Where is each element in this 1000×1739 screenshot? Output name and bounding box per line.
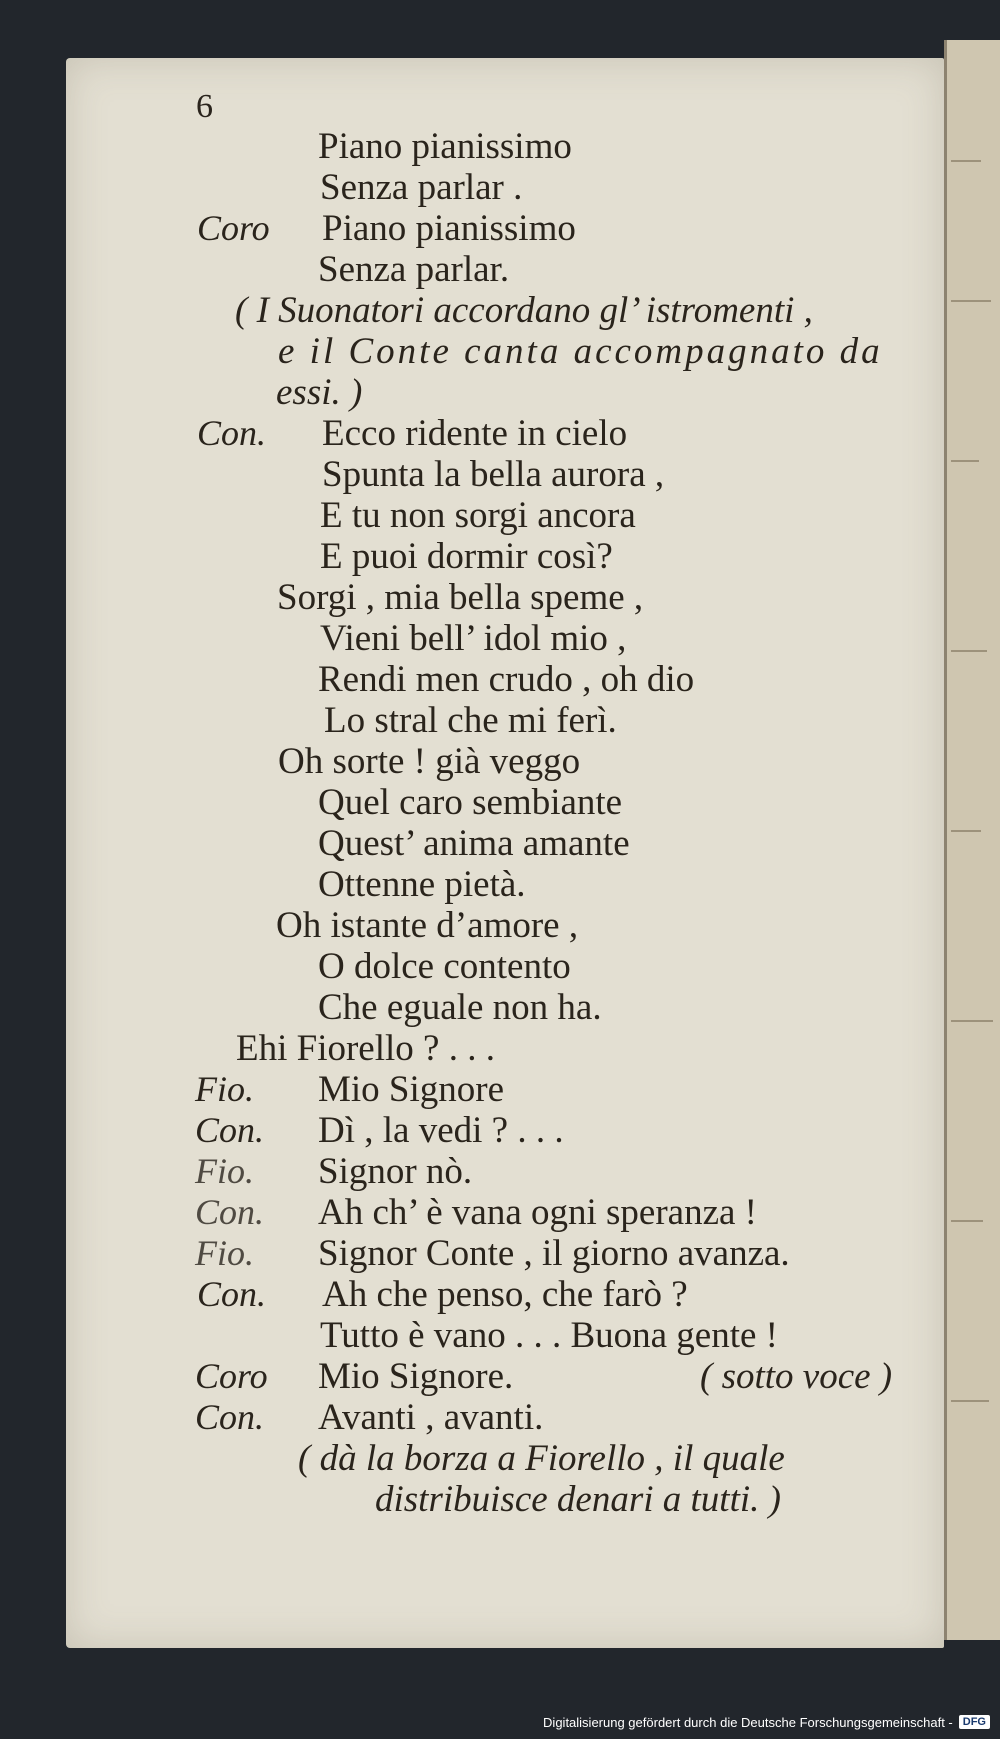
adjacent-page-edge (944, 40, 1000, 1640)
verse-line: Vieni bell’ idol mio , (320, 618, 627, 659)
verse-line: Quest’ anima amante (318, 823, 630, 864)
verse-line: Mio Signore (318, 1069, 505, 1110)
verse-line: Senza parlar . (320, 167, 523, 208)
verse-line: Senza parlar. (318, 249, 510, 290)
speaker-label: Con. (195, 1192, 265, 1232)
speaker-label: Fio. (195, 1233, 254, 1273)
stage-direction: essi. ) (276, 372, 363, 413)
stage-direction: e il Conte canta accompagnato da (278, 331, 883, 372)
verse-line: Signor nò. (318, 1151, 473, 1192)
verse-line: Ah ch’ è vana ogni speranza ! (318, 1192, 757, 1233)
verse-line: Quel caro sembiante (318, 782, 623, 823)
stage-direction: ( sotto voce ) (700, 1356, 893, 1397)
speaker-label: Coro (195, 1356, 268, 1396)
speaker-label: Con. (197, 1274, 267, 1314)
speaker-label: Coro (197, 208, 270, 248)
verse-line: Lo stral che mi ferì. (324, 700, 617, 741)
dfg-logo: DFG (959, 1715, 990, 1729)
stage-direction: distribuisce denari a tutti. ) (375, 1479, 781, 1520)
verse-line: E tu non sorgi ancora (320, 495, 636, 536)
speaker-label: Fio. (195, 1069, 254, 1109)
digitization-credit (543, 1711, 990, 1733)
verse-line: Piano pianissimo (322, 208, 576, 249)
page-number: 6 (196, 88, 213, 125)
speaker-label: Fio. (195, 1151, 254, 1191)
verse-line: Ah che penso, che farò ? (322, 1274, 688, 1315)
verse-line: Rendi men crudo , oh dio (318, 659, 695, 700)
speaker-label: Con. (195, 1110, 265, 1150)
verse-line: Tutto è vano . . . Buona gente ! (320, 1315, 779, 1356)
verse-line: O dolce contento (318, 946, 571, 987)
verse-line: Oh sorte ! già veggo (278, 741, 581, 782)
verse-line: E puoi dormir così? (320, 536, 613, 577)
verse-line: Avanti , avanti. (318, 1397, 544, 1438)
verse-line: Mio Signore. (318, 1356, 514, 1397)
stage-direction: ( dà la borza a Fiorello , il quale (298, 1438, 785, 1479)
speaker-label: Con. (195, 1397, 265, 1437)
verse-line: Piano pianissimo (318, 126, 572, 167)
verse-line: Che eguale non ha. (318, 987, 602, 1028)
verse-line: Sorgi , mia bella speme , (277, 577, 644, 618)
verse-line: Ottenne pietà. (318, 864, 526, 905)
stage-direction: ( I Suonatori accordano gl’ istromenti , (235, 290, 813, 331)
verse-line: Ecco ridente in cielo (322, 413, 628, 454)
verse-line: Oh istante d’amore , (276, 905, 579, 946)
verse-line: Ehi Fiorello ? . . . (236, 1028, 495, 1069)
verse-line: Spunta la bella aurora , (322, 454, 665, 495)
verse-line: Dì , la vedi ? . . . (318, 1110, 564, 1151)
speaker-label: Con. (197, 413, 267, 453)
credit-text: Digitalisierung gefördert durch die Deutsche Forschungsgemeinschaft - (543, 1714, 953, 1730)
verse-line: Signor Conte , il giorno avanza. (318, 1233, 790, 1274)
